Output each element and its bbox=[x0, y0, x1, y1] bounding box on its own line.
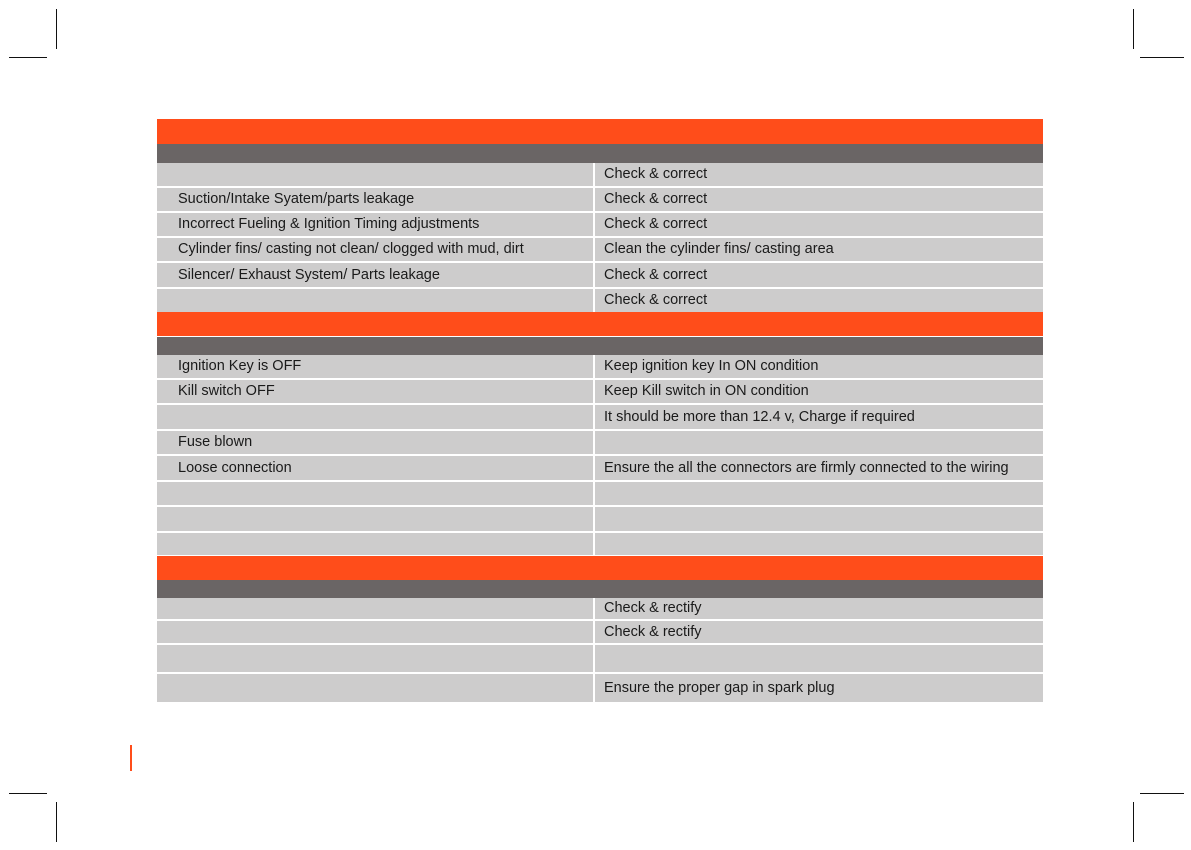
cause-cell: Cylinder fins/ casting not clean/ clogged with mud, dirt bbox=[157, 238, 593, 261]
cause-cell bbox=[157, 621, 593, 643]
remedy-cell bbox=[595, 645, 1043, 672]
table-row bbox=[157, 507, 1043, 531]
remedy-cell: Check & correct bbox=[595, 263, 1043, 287]
cause-cell bbox=[157, 289, 593, 312]
table-row bbox=[157, 482, 1043, 505]
table-row bbox=[157, 598, 1043, 619]
section-2-title-band bbox=[157, 312, 1043, 336]
table-row bbox=[157, 405, 1043, 429]
cause-cell bbox=[157, 645, 593, 672]
remedy-cell: Check & rectify bbox=[595, 621, 1043, 643]
troubleshooting-table bbox=[157, 119, 1043, 702]
remedy-cell: Clean the cylinder fins/ casting area bbox=[595, 238, 1043, 261]
cause-cell: Incorrect Fueling & Ignition Timing adjustments bbox=[157, 213, 593, 236]
crop-mark-top-right-v bbox=[1133, 9, 1134, 49]
table-row bbox=[157, 238, 1043, 261]
table-row bbox=[157, 380, 1043, 403]
section-1-header-band bbox=[157, 144, 1043, 163]
table-row bbox=[157, 188, 1043, 211]
remedy-cell: Check & correct bbox=[595, 188, 1043, 211]
table-row bbox=[157, 533, 1043, 555]
remedy-cell: Ensure the proper gap in spark plug bbox=[595, 674, 1043, 702]
crop-mark-bottom-right-h bbox=[1140, 793, 1184, 794]
remedy-cell: Keep Kill switch in ON condition bbox=[595, 380, 1043, 403]
section-3-header-band bbox=[157, 580, 1043, 598]
cause-cell bbox=[157, 507, 593, 531]
table-row bbox=[157, 289, 1043, 312]
table-row bbox=[157, 163, 1043, 186]
remedy-cell: Check & rectify bbox=[595, 598, 1043, 619]
cause-cell: Loose connection bbox=[157, 456, 593, 480]
remedy-cell bbox=[595, 482, 1043, 505]
crop-mark-bottom-left-h bbox=[9, 793, 47, 794]
remedy-cell: Check & correct bbox=[595, 213, 1043, 236]
cause-cell bbox=[157, 163, 593, 186]
cause-cell: Silencer/ Exhaust System/ Parts leakage bbox=[157, 263, 593, 287]
cause-cell bbox=[157, 533, 593, 555]
remedy-cell: Keep ignition key In ON condition bbox=[595, 355, 1043, 378]
cause-cell: Ignition Key is OFF bbox=[157, 355, 593, 378]
cause-cell: Fuse blown bbox=[157, 431, 593, 454]
remedy-cell: Check & correct bbox=[595, 163, 1043, 186]
remedy-cell bbox=[595, 533, 1043, 555]
section-2-header-band bbox=[157, 337, 1043, 355]
remedy-cell bbox=[595, 507, 1043, 531]
cause-cell bbox=[157, 405, 593, 429]
section-3-title-band bbox=[157, 556, 1043, 580]
cause-cell bbox=[157, 598, 593, 619]
table-row bbox=[157, 456, 1043, 480]
table-row bbox=[157, 645, 1043, 672]
cause-cell: Kill switch OFF bbox=[157, 380, 593, 403]
crop-mark-bottom-left-v bbox=[56, 802, 57, 842]
crop-mark-top-right-h bbox=[1140, 57, 1184, 58]
cause-cell bbox=[157, 482, 593, 505]
remedy-cell: It should be more than 12.4 v, Charge if required bbox=[595, 405, 1043, 429]
page-accent-bar bbox=[130, 745, 132, 771]
table-row bbox=[157, 621, 1043, 643]
remedy-cell: Check & correct bbox=[595, 289, 1043, 312]
table-row bbox=[157, 213, 1043, 236]
crop-mark-top-left-h bbox=[9, 57, 47, 58]
cause-cell bbox=[157, 674, 593, 702]
crop-mark-bottom-right-v bbox=[1133, 802, 1134, 842]
table-row bbox=[157, 263, 1043, 287]
remedy-cell: Ensure the all the connectors are firmly connected to the wiring bbox=[595, 456, 1043, 480]
crop-mark-top-left-v bbox=[56, 9, 57, 49]
cause-cell: Suction/Intake Syatem/parts leakage bbox=[157, 188, 593, 211]
table-row bbox=[157, 674, 1043, 702]
table-row bbox=[157, 431, 1043, 454]
table-row bbox=[157, 355, 1043, 378]
remedy-cell bbox=[595, 431, 1043, 454]
section-1-title-band bbox=[157, 119, 1043, 144]
